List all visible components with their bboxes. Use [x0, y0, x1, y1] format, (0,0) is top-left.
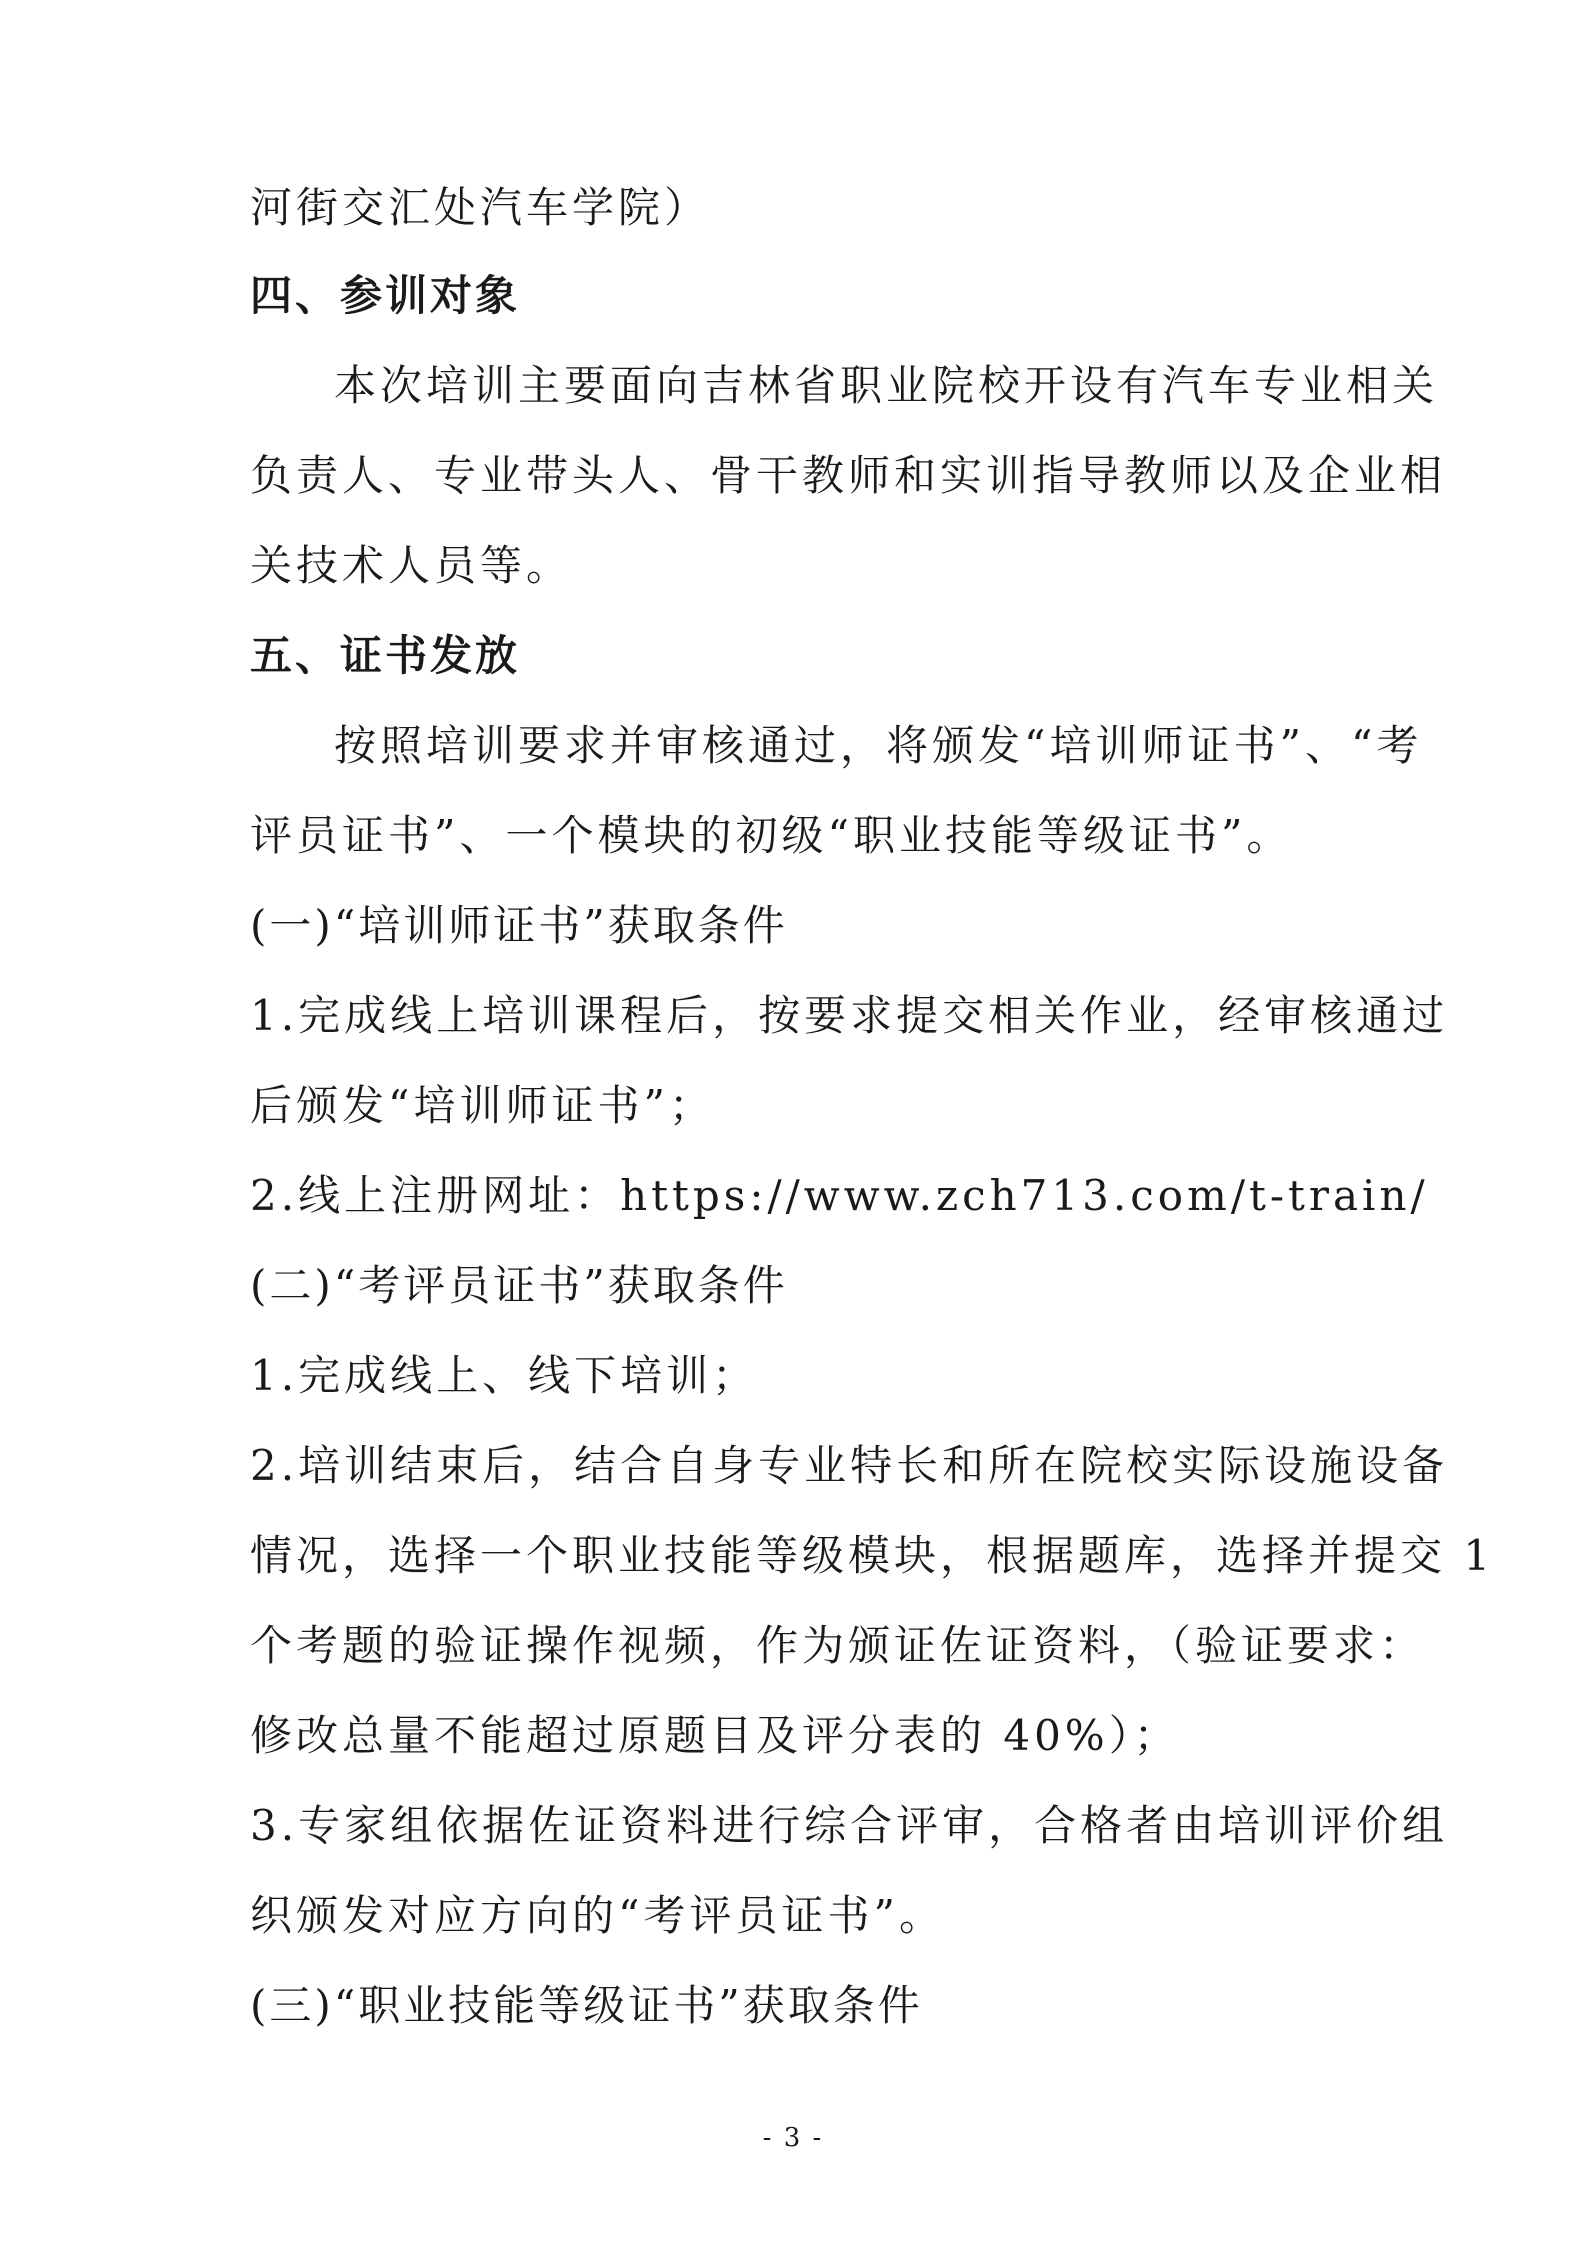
- paragraph-line: 按照培训要求并审核通过，将颁发“培训师证书”、“考: [334, 721, 1423, 770]
- page-number: - 3 -: [762, 2123, 824, 2153]
- subsection-heading-one: (一)“培训师证书”获取条件: [250, 901, 788, 950]
- paragraph-line: 关技术人员等。: [250, 541, 573, 590]
- section-heading-four: 四、参训对象: [250, 271, 521, 320]
- list-item: 1.完成线上培训课程后，按要求提交相关作业，经审核通过: [250, 991, 1449, 1040]
- paragraph-line: 负责人、专业带头人、骨干教师和实训指导教师以及企业相: [250, 451, 1447, 500]
- list-item-continuation: 后颁发“培训师证书”；: [250, 1081, 715, 1130]
- list-item: 2.线上注册网址：https://www.zch713.com/t-train/: [250, 1171, 1429, 1220]
- section-heading-five: 五、证书发放: [250, 631, 521, 680]
- list-item: 2.培训结束后，结合自身专业特长和所在院校实际设施设备: [250, 1441, 1449, 1490]
- list-item: 1.完成线上、线下培训；: [250, 1351, 759, 1400]
- list-item-continuation: 织颁发对应方向的“考评员证书”。: [250, 1891, 945, 1940]
- list-item-continuation: 情况，选择一个职业技能等级模块，根据题库，选择并提交 1: [250, 1531, 1495, 1580]
- list-item-continuation: 修改总量不能超过原题目及评分表的 40%）；: [250, 1711, 1180, 1760]
- paragraph-line: 本次培训主要面向吉林省职业院校开设有汽车专业相关: [334, 361, 1439, 410]
- subsection-heading-three: (三)“职业技能等级证书”获取条件: [250, 1981, 923, 2030]
- subsection-heading-two: (二)“考评员证书”获取条件: [250, 1261, 788, 1310]
- paragraph-line: 评员证书”、一个模块的初级“职业技能等级证书”。: [250, 811, 1293, 860]
- list-item-continuation: 个考题的验证操作视频，作为颁证佐证资料，（验证要求：: [250, 1621, 1426, 1670]
- list-item: 3.专家组依据佐证资料进行综合评审，合格者由培训评价组: [250, 1801, 1449, 1850]
- continuation-line: 河街交汇处汽车学院）: [250, 183, 711, 232]
